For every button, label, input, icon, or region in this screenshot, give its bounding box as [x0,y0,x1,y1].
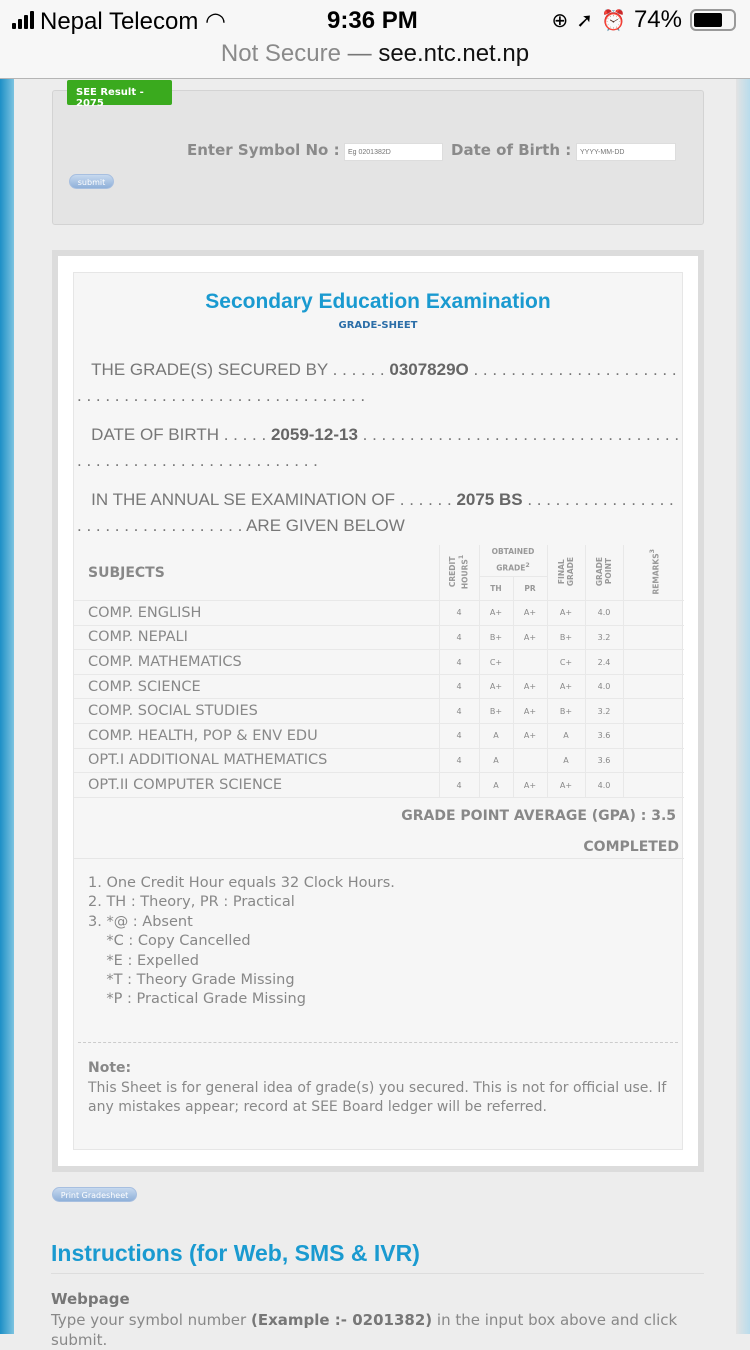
secured-by-label: THE GRADE(S) SECURED BY . . . . . . [91,360,390,379]
cell-credit: 4 [439,773,479,798]
footnote: *P : Practical Grade Missing [88,991,306,1008]
cell-subject: COMP. HEALTH, POP & ENV EDU [74,724,439,749]
secured-by-line [77,357,681,409]
cell-final: A [547,724,585,749]
cell-pr [513,748,547,773]
dob-text-label: DATE OF BIRTH . . . . . [91,425,271,444]
cell-remarks [623,724,684,749]
cell-remarks [623,625,684,650]
cell-th: A+ [479,674,513,699]
instructions-heading: Instructions (for Web, SMS & IVR) [51,1240,704,1274]
dots: . . . . . . . . . . . . . . . . . . . . . . . . . . . . . . . . . . . . . . . . . . . . . . . . . . . . . . . . . . . . [77,425,680,470]
cell-credit: 4 [439,674,479,699]
cell-final: B+ [547,699,585,724]
form-tab: SEE Result - 2075 [67,80,172,105]
cell-subject: OPT.I ADDITIONAL MATHEMATICS [74,748,439,773]
table-row [74,773,684,798]
footnote: *E : Expelled [88,952,200,969]
cell-th: A [479,724,513,749]
cell-pr: A+ [513,699,547,724]
url-separator: — [347,40,372,67]
cell-credit: 4 [439,625,479,650]
result-status: COMPLETED [583,839,679,855]
cell-final: A+ [547,674,585,699]
table-row [74,724,684,749]
dob-line [77,422,681,474]
left-border [0,79,14,1334]
cell-final: A+ [547,601,585,626]
cell-pr: A+ [513,601,547,626]
header-th: TH [479,576,513,601]
table-row [74,601,684,626]
cell-subject: OPT.II COMPUTER SCIENCE [74,773,439,798]
cell-gp: 3.6 [585,748,623,773]
cell-gp: 2.4 [585,650,623,675]
clock: 9:36 PM [327,7,418,34]
footnote: 2. TH : Theory, PR : Practical [88,894,295,911]
battery-icon [690,9,736,31]
cell-final: A+ [547,773,585,798]
exam-label: IN THE ANNUAL SE EXAMINATION OF . . . . . . [91,490,457,509]
symbol-label: Enter Symbol No : [187,141,340,159]
footnotes [74,858,684,1148]
cell-th: C+ [479,650,513,675]
cell-pr: A+ [513,674,547,699]
cell-pr [513,650,547,675]
location-icon: ➚ [576,9,594,32]
carrier [12,7,226,36]
exam-suffix: . . . . . . . . . . . . . . . . . . . . . . . . . . . . . . . . . . ARE GIVEN BELOW [77,490,674,535]
sheet-title: Secondary Education Examination [205,290,551,313]
footnote: 1. One Credit Hour equals 32 Clock Hours. [88,875,395,891]
status-bar [0,0,750,40]
header-pr: PR [513,576,547,601]
url-host: see.ntc.net.np [378,40,530,67]
cell-gp: 4.0 [585,674,623,699]
cell-subject: COMP. SOCIAL STUDIES [74,699,439,724]
note-title: Note: [88,1060,132,1076]
submit-button[interactable]: submit [69,174,114,189]
table-row [74,650,684,675]
cell-final: B+ [547,625,585,650]
header-remarks: REMARKS$^3$ [623,545,684,601]
table-row [74,748,684,773]
footnote: 3. *@ : Absent [88,913,193,930]
symbol-input[interactable] [344,143,443,161]
cell-pr: A+ [513,724,547,749]
dob-label: Date of Birth : [451,141,572,159]
wifi-icon: ◠ [204,8,226,35]
cell-credit: 4 [439,748,479,773]
table-row [74,699,684,724]
note [88,1059,668,1118]
cell-subject: COMP. SCIENCE [74,674,439,699]
cell-pr: A+ [513,773,547,798]
cell-remarks [623,674,684,699]
footnote: *C : Copy Cancelled [88,933,251,950]
security-label: Not Secure [220,40,341,67]
cell-remarks [623,650,684,675]
exam-line [77,487,681,539]
rotation-lock-icon: ⊕ [551,9,569,32]
carrier-name: Nepal Telecom [40,8,199,35]
cell-gp: 3.2 [585,625,623,650]
symbol-number: 0307829O [389,360,469,379]
cell-remarks [623,748,684,773]
header-subjects: SUBJECTS [74,545,439,601]
header-grade-point: GRADE POINT [585,545,623,601]
print-gradesheet-button[interactable]: Print Gradesheet [52,1187,137,1202]
table-row [74,625,684,650]
footnote: *T : Theory Grade Missing [88,972,295,988]
dots: . . . . . . . . . . . . . . . . . . . . . . . . . . . . . . . . . . . . . . . . . . . . . . . . . . . . . [77,360,677,405]
sheet-subtitle: GRADE-SHEET [338,320,418,331]
webpage-heading: Webpage [51,1290,130,1308]
right-border [736,79,750,1334]
note-text: This Sheet is for general idea of grade(s) you secured. This is not for official use. If any mistakes appear; record at SEE Board ledger will be referred. [88,1079,667,1115]
dob-value: 2059-12-13 [270,425,358,444]
cell-final: A [547,748,585,773]
cell-remarks [623,699,684,724]
cell-subject: COMP. MATHEMATICS [74,650,439,675]
cell-subject: COMP. NEPALI [74,625,439,650]
signal-icon [12,11,34,29]
cell-th: A+ [479,601,513,626]
table-row [74,674,684,699]
cell-remarks [623,773,684,798]
divider [78,1042,678,1043]
cell-th: B+ [479,625,513,650]
header-final-grade: FINAL GRADE [547,545,585,601]
cell-th: A [479,748,513,773]
cell-credit: 4 [439,724,479,749]
exam-year: 2075 BS [456,490,523,509]
grade-sheet [52,250,704,1172]
cell-subject: COMP. ENGLISH [74,601,439,626]
cell-credit: 4 [439,699,479,724]
cell-credit: 4 [439,650,479,675]
battery-percent: 74% [633,6,682,33]
alarm-icon: ⏰ [601,9,626,32]
url-bar[interactable] [0,40,750,79]
cell-remarks [623,601,684,626]
cell-th: A [479,773,513,798]
cell-credit: 4 [439,601,479,626]
cell-pr: A+ [513,625,547,650]
header-credit-hours: CREDIT HOURS$^1$ [439,545,479,601]
cell-th: B+ [479,699,513,724]
grades-table [74,545,684,798]
dob-input[interactable] [576,143,676,161]
header-obtained-grade: OBTAINED GRADE$^2$ [479,545,547,576]
cell-gp: 4.0 [585,601,623,626]
cell-gp: 3.6 [585,724,623,749]
cell-gp: 3.2 [585,699,623,724]
cell-final: C+ [547,650,585,675]
gpa: GRADE POINT AVERAGE (GPA) : 3.5 [401,808,676,824]
webpage-instructions: Type your symbol number (Example :- 0201382) in the input box above and click submit. [51,1311,678,1349]
cell-gp: 4.0 [585,773,623,798]
